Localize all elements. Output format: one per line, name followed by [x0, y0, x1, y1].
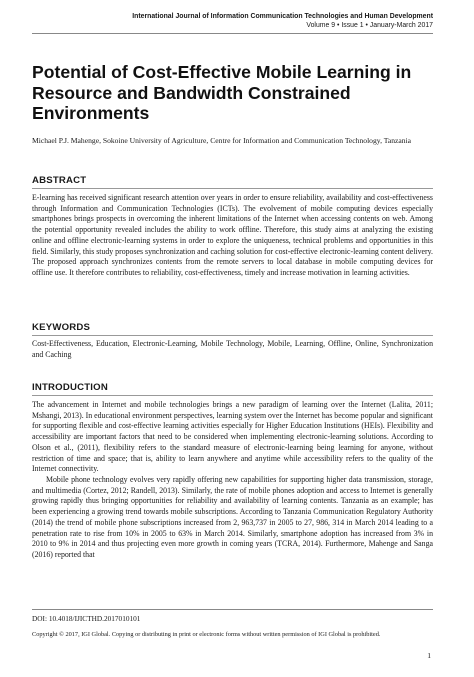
- abstract-text: [32, 193, 433, 279]
- footer-divider: [32, 609, 433, 610]
- introduction-paragraph-2: Mobile phone technology evolves very rapidly offering new capabilities for supporting higher data transmission, storage, and multimedia (Cortez, 2012; Randell, 2013). Similarly, the rate of mobile phones adoption and access to Internet is generally growing rapidly thus bringing opportunities for reliability and availability of learning contents. Tanzania as an example; has been experiencing a growing trend towards mobile subscriptions. According to Tanzania Communication Regulatory Authority (2014) the trend of mobile phone subscriptions increased from 2, 963,737 in 2005 to 27, 986, 314 in March 2014 leading to a penetration rate to rise from 10% in 2005 to 63% in March 2014. Similarly, smartphone adoption has increased from 3% in 2010 to 9% in 2014 and thus projecting even more growth in coming years (TCRA, 2014). Furthermore, Mahenge and Sanga (2016) reported that: [32, 475, 433, 560]
- introduction-divider: [32, 395, 433, 396]
- author-affiliation: Michael P.J. Mahenge, Sokoine University of Agriculture, Centre for Information and Communication Technology, Tanzania: [32, 136, 412, 145]
- keywords-text: Cost-Effectiveness, Education, Electronic-Learning, Mobile Technology, Mobile, Learning, Offline, Online, Synchronization and Caching: [32, 339, 433, 359]
- abstract-paragraph: E-learning has received significant research attention over years in order to ensure reliability, availability and cost-effectiveness through Information and Communication Technologies (ICTs). The evolvement of mobile computing devices especially smartphones brings prospects in overcoming the inherent limitations of the Internet when accessing contents on web. Among the potential opportunity revealed includes the ability to work offline. Therefore, this study aims at analyzing the existing online and offline electronic-learning systems in order to explore the uniqueness, technical problems and opportunities in this field. Similarly, this study proposes synchronization and caching solution for cost-effective electronic-learning content delivery. The proposed approach synchronizes contents from the remote servers to local database in mobile computing devices for offline use. It therefore contributes to reliability, cost-effectiveness, timely and increase motivation in learning activities.: [32, 193, 433, 278]
- article-title: Potential of Cost-Effective Mobile Learning in Resource and Bandwidth Constrained Environments: [32, 62, 412, 123]
- abstract-divider: [32, 188, 433, 189]
- doi-link[interactable]: DOI: 10.4018/IJICTHD.2017010101: [32, 614, 141, 623]
- journal-issue: Volume 9 • Issue 1 • January-March 2017: [306, 22, 433, 29]
- introduction-text: [32, 400, 433, 561]
- introduction-paragraph-1: The advancement in Internet and mobile technologies brings a new paradigm of learning over the Internet (Lalita, 2011; Mshangi, 2013). In educational environment perspectives, learning system over the Internet has become popular and significant for supporting flexible and cost-effective learning activities especially for Higher Education Institutions (HEIs). Flexibility and accessibility are important factors that need to be considered when implementing electronic-learning solutions. According to Olson et al., (2011), flexibility refers to the standard measure of electronic-learning being learning for anyone, without restriction of time and space; that is, ability to learn anywhere and anytime while accessibility refers to the quality of the Internet connectivity.: [32, 400, 433, 474]
- journal-header: [132, 12, 433, 30]
- page-number: 1: [427, 651, 431, 660]
- copyright-notice: Copyright © 2017, IGI Global. Copying or distributing in print or electronic forms without written permission of IGI Global is prohibited.: [32, 631, 381, 638]
- introduction-heading: INTRODUCTION: [32, 382, 108, 393]
- keywords-divider: [32, 335, 433, 336]
- header-divider: [32, 33, 433, 34]
- keywords-heading: KEYWORDS: [32, 322, 91, 333]
- abstract-heading: ABSTRACT: [32, 175, 87, 186]
- journal-name: International Journal of Information Communication Technologies and Human Development: [132, 13, 433, 20]
